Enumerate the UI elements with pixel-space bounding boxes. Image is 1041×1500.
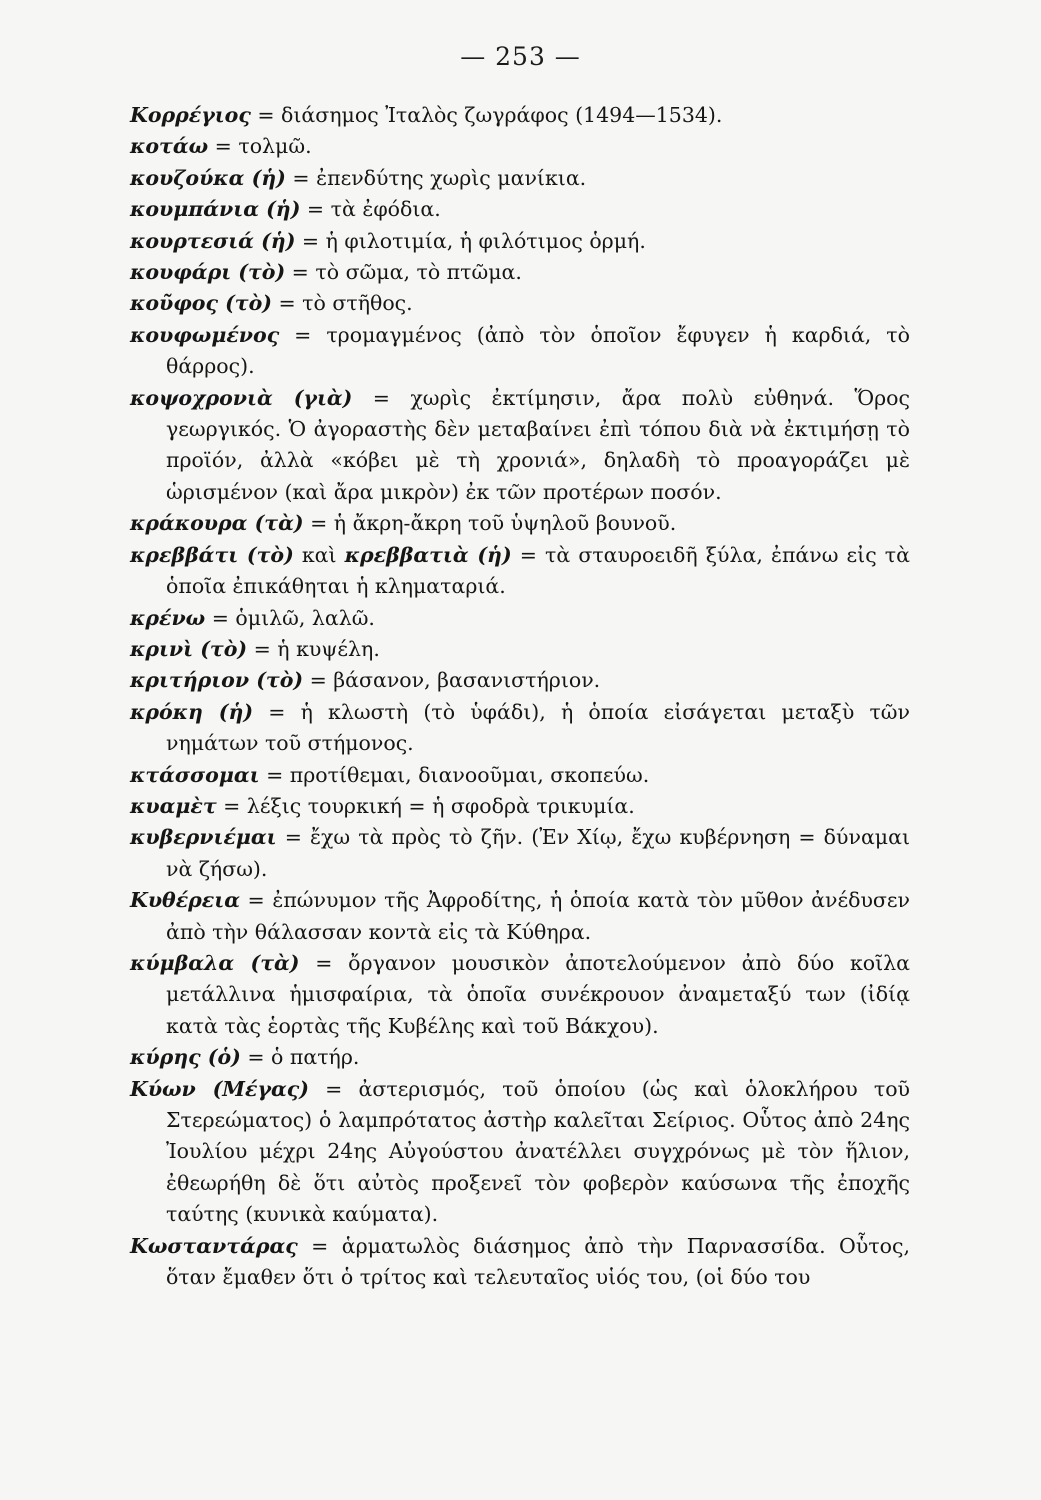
headword: Κύων (Μέγας) xyxy=(130,1076,309,1101)
headword: κύμβαλα (τὰ) xyxy=(130,950,300,975)
glossary-entry xyxy=(130,665,910,696)
glossary-entry xyxy=(130,540,910,603)
headword: κυαμὲτ xyxy=(130,793,217,818)
headword: κρινὶ (τὸ) xyxy=(130,636,248,661)
definition: = ἡ κλωστὴ (τὸ ὑφάδι), ἡ ὁποία εἰσάγεται μεταξὺ τῶν νημάτων τοῦ στήμονος. xyxy=(166,699,910,756)
definition: = ἡ ἄκρη-ἄκρη τοῦ ὑψηλοῦ βουνοῦ. xyxy=(303,511,677,536)
headword: κουφάρι (τὸ) xyxy=(130,260,286,285)
glossary-entry xyxy=(130,257,910,288)
glossary-entry xyxy=(130,383,910,509)
glossary-entry xyxy=(130,320,910,383)
headword: κτάσσομαι xyxy=(130,762,260,787)
definition: = ἡ φιλοτιμία, ἡ φιλότιμος ὁρμή. xyxy=(295,228,646,253)
glossary-entry xyxy=(130,760,910,791)
glossary-entry xyxy=(130,697,910,760)
glossary-entry xyxy=(130,1042,910,1073)
headword: κουφωμένος xyxy=(130,322,280,347)
glossary-entry xyxy=(130,194,910,225)
definition: = χωρὶς ἐκτίμησιν, ἄρα πολὺ εὐθηνά. Ὅρος γεωργικός. Ὁ ἀγοραστὴς δὲν μεταβαίνει ἐπὶ τόπου διὰ νὰ ἐκτιμήσῃ τὸ προϊόν, ἀλλὰ «κόβει μὲ τὴ χρονιά», δηλαδὴ τὸ προαγοράζει μὲ ὡρισμένον (καὶ ἄρα μικρὸν) ἐκ τῶν προτέρων ποσόν. xyxy=(166,385,911,504)
headword: κοῦφος (τὸ) xyxy=(130,291,272,316)
headword: Κωσταντάρας xyxy=(130,1233,298,1258)
definition: = τὰ σταυροειδῆ ξύλα, ἐπάνω εἰς τὰ ὁποῖα ἐπικάθηται ἡ κληματαριά. xyxy=(166,542,910,599)
definition: = ἔχω τὰ πρὸς τὸ ζῆν. (Ἐν Χίῳ, ἔχω κυβέρνηση = δύναμαι νὰ ζήσω). xyxy=(166,825,910,881)
headword: κριτήριον (τὸ) xyxy=(130,668,304,693)
headword: κουζούκα (ἡ) xyxy=(130,165,286,190)
definition: = τὰ ἐφόδια. xyxy=(300,197,441,222)
headword-secondary: κρεββατιὰ (ἡ) xyxy=(344,542,512,567)
headword: κύρης (ὁ) xyxy=(130,1045,241,1070)
definition: = τὸ σῶμα, τὸ πτῶμα. xyxy=(285,260,522,285)
glossary-entry xyxy=(130,822,910,885)
glossary-entry xyxy=(130,288,910,319)
headword: κοψοχρονιὰ (γιὰ) xyxy=(130,385,353,410)
definition: = ἁρματωλὸς διάσημος ἀπὸ τὴν Παρνασσίδα. Οὗτος, ὅταν ἔμαθεν ὅτι ὁ τρίτος καὶ τελευταῖος υἱός του, (οἱ δύο του xyxy=(166,1233,910,1290)
definition: = τὸ στῆθος. xyxy=(271,291,413,316)
definition: = ἐπενδύτης χωρὶς μανίκια. xyxy=(285,165,587,190)
connector: καὶ xyxy=(293,542,345,567)
definition: = ὄργανον μουσικὸν ἀποτελούμενον ἀπὸ δύο κοῖλα μετάλλινα ἡμισφαίρια, τὰ ὁποῖα συνέκρουον ἀναμεταξύ των (ἰδίᾳ κατὰ τὰς ἑορτὰς τῆς Κυβέλης καὶ τοῦ Βάκχου). xyxy=(166,950,910,1038)
glossary-entry xyxy=(130,634,910,665)
definition: = ἐπώνυμον τῆς Ἀφροδίτης, ἡ ὁποία κατὰ τὸν μῦθον ἀνέδυσεν ἀπὸ τὴν θάλασσαν κοντὰ εἰς τὰ Κύθηρα. xyxy=(166,888,910,944)
page-number: — 253 — xyxy=(460,42,581,71)
headword: κρεββάτι (τὸ) xyxy=(130,542,294,567)
glossary-entry xyxy=(130,100,910,131)
definition: = βάσανον, βασανιστήριον. xyxy=(303,668,601,693)
glossary-entry xyxy=(130,226,910,257)
definition: = προτίθεμαι, διανοοῦμαι, σκοπεύω. xyxy=(259,762,650,787)
glossary-entry xyxy=(130,131,910,162)
definition: = ὁμιλῶ, λαλῶ. xyxy=(205,605,375,630)
definition: = τολμῶ. xyxy=(208,134,312,159)
glossary-entry xyxy=(130,1074,910,1231)
definition: = διάσημος Ἰταλὸς ζωγράφος (1494—1534). xyxy=(250,103,723,127)
glossary-entry xyxy=(130,1231,910,1294)
glossary-entry xyxy=(130,948,910,1042)
headword: κοτάω xyxy=(130,134,209,159)
definition: = ὁ πατήρ. xyxy=(240,1045,360,1070)
glossary-entries xyxy=(130,100,910,1293)
glossary-entry xyxy=(130,508,910,539)
definition: = ἡ κυψέλη. xyxy=(247,636,380,661)
glossary-entry xyxy=(130,163,910,194)
definition: = ἀστερισμός, τοῦ ὁποίου (ὡς καὶ ὁλοκλήρου τοῦ Στερεώματος) ὁ λαμπρότατος ἀστὴρ καλεῖται Σείριος. Οὗτος ἀπὸ 24ης Ἰουλίου μέχρι 24ης Αὐγούστου ἀνατέλλει συγχρόνως μὲ τὸν ἥλιον, ἐθεωρήθη δὲ ὅτι αὐτὸς προξενεῖ τὸν φοβερὸν καύσωνα τῆς ἐποχῆς ταύτης (κυνικὰ καύματα). xyxy=(166,1076,911,1227)
definition: = λέξις τουρκική = ἡ σφοδρὰ τρικυμία. xyxy=(216,793,635,818)
headword: κουμπάνια (ἡ) xyxy=(130,197,301,222)
headword: κρένω xyxy=(130,605,206,630)
definition: = τρομαγμένος (ἀπὸ τὸν ὁποῖον ἔφυγεν ἡ καρδιά, τὸ θάρρος). xyxy=(166,322,910,379)
headword: Κυθέρεια xyxy=(130,888,240,913)
glossary-entry xyxy=(130,791,910,822)
headword: Κορρέγιος xyxy=(130,103,251,127)
headword: κουρτεσιά (ἡ) xyxy=(130,228,296,253)
headword: κυβερνιέμαι xyxy=(130,825,277,850)
headword: κράκουρα (τὰ) xyxy=(130,511,304,536)
glossary-entry xyxy=(130,603,910,634)
headword: κρόκη (ἡ) xyxy=(130,699,254,724)
glossary-entry xyxy=(130,885,910,948)
